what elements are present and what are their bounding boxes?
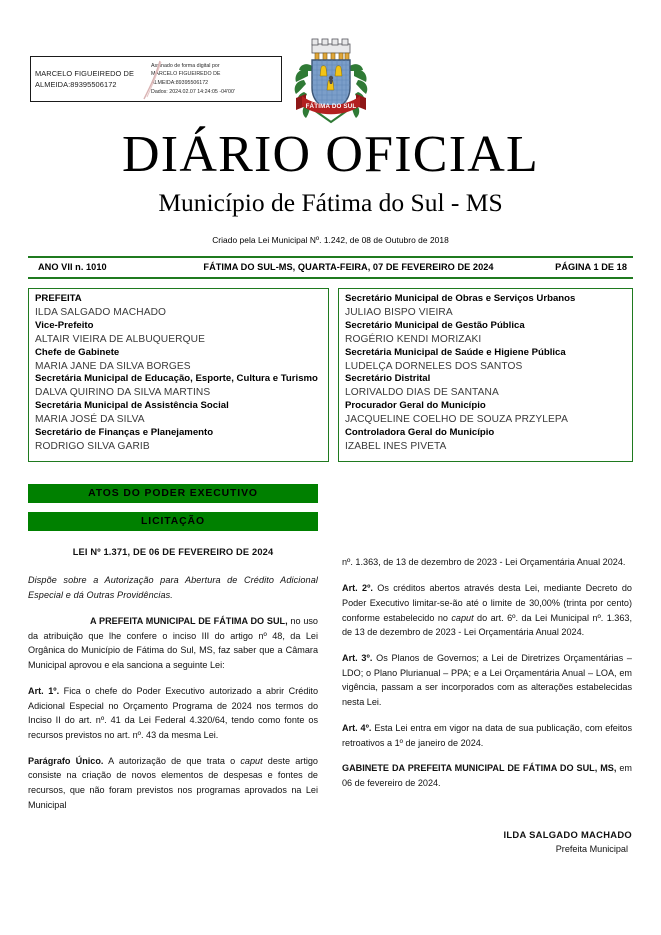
article-2 [342,581,632,640]
official-role: Secretário de Finanças e Planejamento [35,426,214,438]
law-preamble [28,614,318,673]
law-ementa: Dispõe sobre a Autorização para Abertura de Crédito Adicional Especial e dá Outras Providências. [28,575,318,601]
paragrafo-unico [28,754,318,813]
official-name: LORIVALDO DIAS DE SANTANA [345,387,499,399]
article-2-text-a: Os créditos abertos através desta Lei, mediante Decreto do Poder Executivo limitar-se-ão até o limite de 30,00% (trinta por cento) conforme estabelecido no [342,583,632,623]
official-role: Procurador Geral do Município [345,400,486,412]
digital-signature-stamp [30,56,282,102]
preamble-bold: A PREFEITA MUNICIPAL DE FÁTIMA DO SUL, [90,615,288,626]
paragrafo-text-a: A autorização de que trata o [103,755,241,766]
officials-box-left [28,288,329,462]
issue-date-location: FÁTIMA DO SUL-MS, QUARTA-FEIRA, 07 DE FEVEREIRO DE 2024 [203,262,494,273]
official-name: ROGÉRIO KENDI MORIZAKI [345,333,482,345]
signature-signer [31,57,148,101]
page-subtitle: Município de Fátima do Sul - MS [158,188,503,218]
law-title: LEI Nº 1.371, DE 06 DE FEVEREIRO DE 2024 [72,547,274,558]
article-2-text-b: do art. 6º. da Lei Municipal nº. 1.363, de 13 de dezembro de 2023 - Lei Orçamentária Anual 2024. [342,612,632,638]
official-name: MARIA JANE DA SILVA BORGES [35,360,191,372]
article-2-label: Art. 2º. [342,583,373,594]
article-3 [342,651,632,710]
official-role: PREFEITA [35,293,82,305]
signature-signer-line1: MARCELO FIGUEIREDO DE [35,68,135,78]
gabinete-rest: em 06 de fevereiro de 2024. [342,763,632,789]
officials-section [28,288,633,462]
article-3-text: Os Planos de Governos; a Lei de Diretrizes Orçamentárias – LDO; o Plano Plurianual – PPA; e a Lei Orçamentária Anual – LOA, em vigência, passam a ser incorporados com as alterações estabelecidas nesta Lei. [342,653,632,708]
article-3-label: Art. 3º. [342,653,373,664]
official-name: JACQUELINE COELHO DE SOUZA PRZYLEPA [345,413,568,425]
official-name: LUDELÇA DORNELES DOS SANTOS [345,360,523,372]
official-role: Secretário Municipal de Obras e Serviços Urbanos [345,293,576,305]
official-name: DALVA QUIRINO DA SILVA MARTINS [35,387,211,399]
article-1 [28,684,318,743]
official-role: Secretário Municipal de Gestão Pública [345,319,525,331]
masthead-rule-bottom [28,277,633,279]
column-left [28,531,318,856]
signer-name: ILDA SALGADO MACHADO [503,828,632,840]
signature-detail-line1: Assinado de forma digital por [151,62,220,69]
issue-band [28,258,633,277]
created-by-law: Criado pela Lei Municipal Nº. 1.242, de 08 de Outubro de 2018 [212,235,449,246]
page-indicator: PÁGINA 1 DE 18 [555,262,627,273]
svg-text:FÁTIMA DO SUL: FÁTIMA DO SUL [305,103,356,110]
coat-of-arms-icon [288,36,374,128]
official-role: Controladora Geral do Município [345,426,495,438]
column-right [342,531,632,856]
banner-executive-acts: ATOS DO PODER EXECUTIVO [28,484,318,503]
paragrafo-continuation: nº. 1.363, de 13 de dezembro de 2023 - Lei Orçamentária Anual 2024. [342,557,626,568]
article-2-caput: caput [451,612,474,623]
official-name: MARIA JOSÉ DA SILVA [35,413,145,425]
official-role: Chefe de Gabinete [35,346,120,358]
official-name: RODRIGO SILVA GARIB [35,440,150,452]
official-role: Secretária Municipal de Assistência Social [35,400,229,412]
official-role: Secretária Municipal de Saúde e Higiene Pública [345,346,566,358]
official-name: ILDA SALGADO MACHADO [35,307,167,319]
page-title: DIÁRIO OFICIAL [122,126,539,183]
signature-detail-line2: MARCELO FIGUEIREDO DE [151,71,221,78]
official-role: Vice-Prefeito [35,319,94,331]
paragrafo-label: Parágrafo Único. [28,755,104,766]
officials-box-right [338,288,633,462]
official-name: ALTAIR VIEIRA DE ALBUQUERQUE [35,333,205,345]
signer-role: Prefeita Municipal [555,843,628,854]
article-1-text: Fica o chefe do Poder Executivo autorizado a abrir Crédito Adicional Especial no Orçamento Programa de 2024 nos termos do Inciso II do art. nº. 41 da Lei Federal 4.320/64, tendo como fonte os recursos previstos no art. nº. 43 da mesma Lei. [28,685,318,740]
signature-detail-line3: ALMEIDA:89395506172 [151,80,209,86]
issue-year-number: ANO VII n. 1010 [38,262,107,273]
official-name: IZABEL INES PIVETA [345,440,447,452]
signature-signer-line2: ALMEIDA:89395506172 [35,80,117,89]
article-4-label: Art. 4º. [342,722,372,733]
banner-licitacao: LICITAÇÃO [28,512,318,531]
preamble-rest: no uso da atribuição que lhe confere o inciso III do artigo nº 48, da Lei Orgânica do Município de Fátima do Sul, MS, faz saber que a Câmara Municipal aprovou e ela sanciona a seguinte Lei: [28,615,318,671]
signature-details [148,57,281,101]
official-role: Secretária Municipal de Educação, Esporte, Cultura e Turismo [35,373,318,385]
paragrafo-text-b: deste artigo consiste na criação de novos elementos de despesas e fontes de recursos, que não foram previstos nos programas aprovados na Lei Municipal [28,755,318,810]
official-name: JULIAO BISPO VIEIRA [345,307,453,319]
article-1-label: Art. 1º. [28,685,60,696]
article-4 [342,721,632,750]
paragrafo-caput: caput [240,755,263,766]
signature-block [342,827,632,857]
article-4-text: Esta Lei entra em vigor na data de sua publicação, com efeitos retroativos a 1º de janeiro de 2024. [342,722,632,748]
body-columns [28,531,633,856]
official-role: Secretário Distrital [345,373,431,385]
gabinete-bold: GABINETE DA PREFEITA MUNICIPAL DE FÁTIMA DO SUL, MS, [342,763,617,774]
gabinete-clause [342,761,632,790]
signature-detail-line4: Dados: 2024.02.07 14:24:05 -04'00' [151,88,235,95]
